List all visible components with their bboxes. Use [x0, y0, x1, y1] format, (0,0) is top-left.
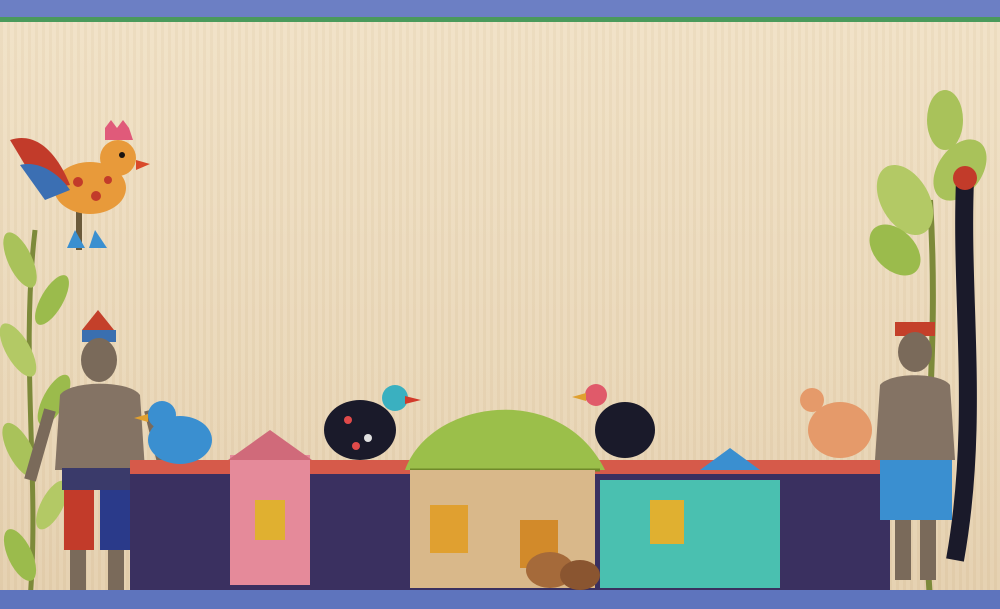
pink-house-icon	[228, 430, 312, 585]
rooster-icon	[10, 120, 150, 250]
spotted-bird-icon	[324, 385, 421, 460]
bottom-border-band	[0, 590, 1000, 609]
orange-bird-icon	[800, 388, 872, 458]
village-scene	[130, 384, 890, 590]
blue-bird-icon	[134, 401, 212, 464]
bottom-border-pattern	[0, 590, 1000, 609]
snake-icon	[953, 166, 977, 560]
facts-list	[578, 66, 870, 77]
